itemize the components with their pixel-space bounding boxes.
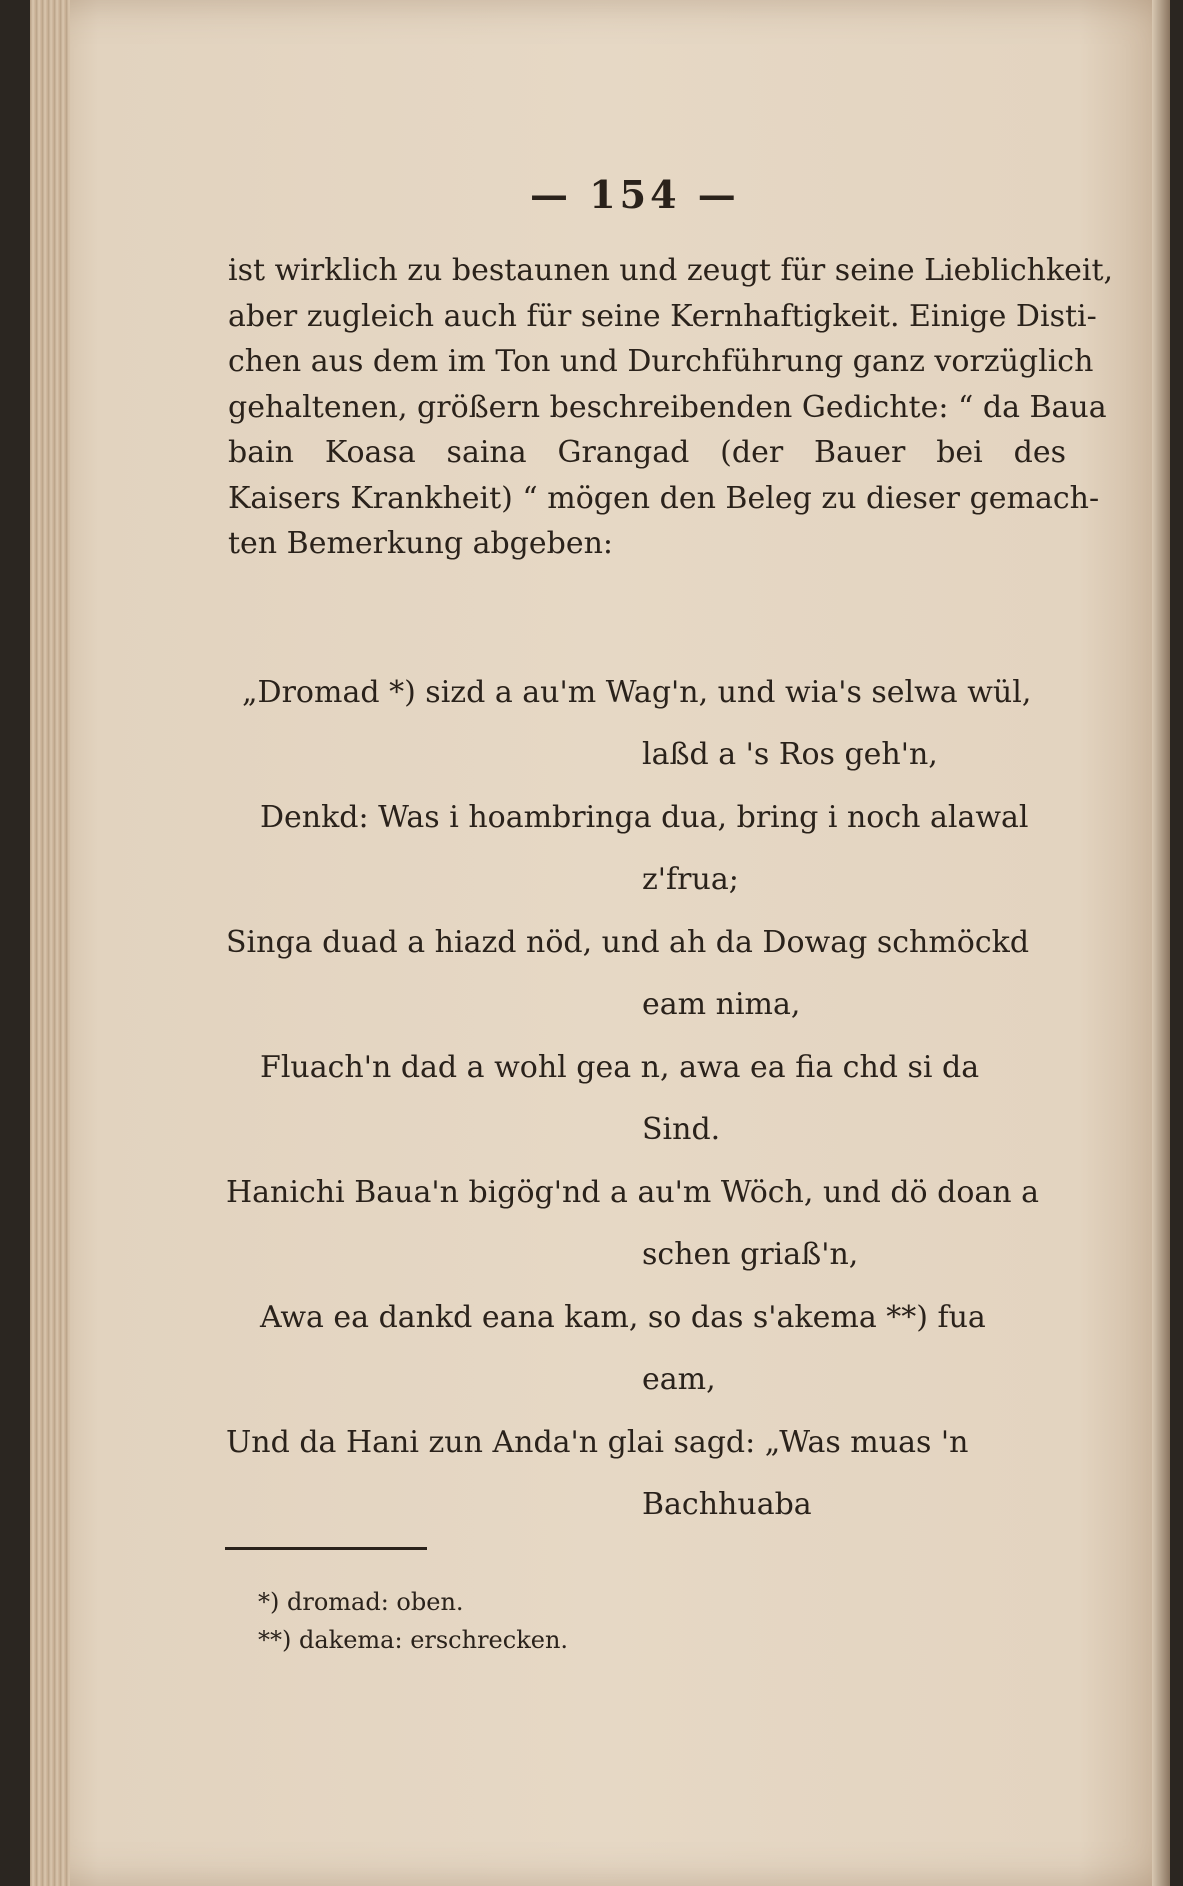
verse-line-continuation: schen griaß'n, (642, 1237, 859, 1272)
verse-line: Hanichi Baua'n bigög'nd a au'm Wöch, und dö doan a (226, 1175, 1040, 1210)
footnote: **) dakema: erschrecken. (258, 1626, 569, 1654)
footnote-rule (225, 1547, 427, 1550)
verse-line-continuation: eam nima, (642, 987, 801, 1022)
page-stack-edge (30, 0, 70, 1886)
page-number: — 154 — (530, 172, 740, 217)
prose-line: ten Bemerkung abgeben: (228, 526, 614, 561)
verse-line: Singa duad a hiazd nöd, und ah da Dowag schmöckd (226, 925, 1030, 960)
prose-line: Kaisers Krankheit) “ mögen den Beleg zu dieser gemach- (228, 480, 1100, 516)
verse-line: Fluach'n dad a wohl gea n, awa ea fia chd si da (260, 1050, 980, 1085)
binding-shadow (1152, 0, 1170, 1886)
prose-paragraph (228, 248, 1114, 567)
verse-line: „Dromad *) sizd a au'm Wag'n, und wia's selwa wül, (242, 675, 1032, 710)
prose-line: aber zugleich auch für seine Kernhaftigkeit. Einige Disti- (228, 298, 1097, 334)
footnote: *) dromad: oben. (258, 1588, 464, 1616)
verse-line: Awa ea dankd eana kam, so das s'akema **) fua (260, 1300, 986, 1335)
verse-line: Und da Hani zun Anda'n glai sagd: „Was muas 'n (226, 1425, 969, 1460)
verse-line-continuation: laßd a 's Ros geh'n, (642, 737, 938, 772)
verse-line-continuation: eam, (642, 1362, 716, 1397)
verse-line-continuation: Sind. (642, 1112, 721, 1147)
verse-line-continuation: z'frua; (642, 862, 739, 897)
prose-line: bain Koasa saina Grangad (der Bauer bei des (228, 435, 1066, 470)
prose-line: chen aus dem im Ton und Durchführung ganz vorzüglich (228, 344, 1094, 379)
verse-line-continuation: Bachhuaba (642, 1487, 812, 1522)
verse-line: Denkd: Was i hoambringa dua, bring i noch alawal (260, 800, 1029, 835)
prose-line: ist wirklich zu bestaunen und zeugt für seine Lieblichkeit, (228, 253, 1114, 288)
prose-line: gehaltenen, größern beschreibenden Gedichte: “ da Baua (228, 389, 1107, 425)
